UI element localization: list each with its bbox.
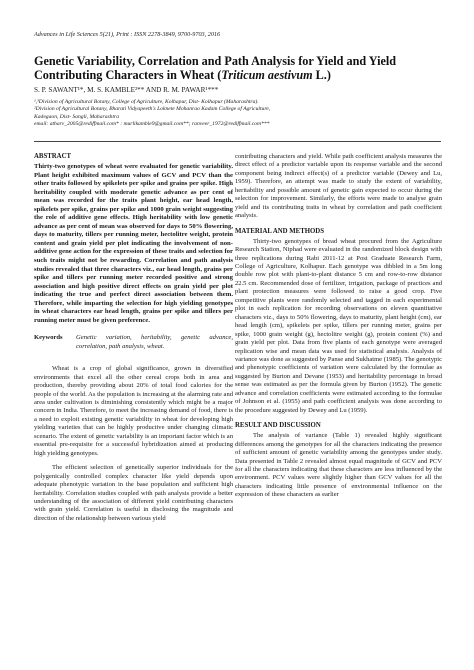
introduction (34, 365, 233, 523)
methods-paragraph: Thirty-two genotypes of bread wheat procured from the Agriculture Research Station, Niphad were evaluated in the randomized block design with three replications during Rabi 2011-12 at Post Graduate Research Farm, College of Agriculture, Kolhapur. Each genotype was dibbled in a 5m long double row plot with plant-to-plant distance 5 cm and row-to-row distance 22.5 cm. Recommended dose of fertilizer, irrigation, package of practices and plant protection measures were followed to raise a good crop. Five competitive plants were randomly selected and tagged in each experimental plot in each replication for recording observations on eleven quantitative characters viz., days to 50% flowering, days to maturity, plant height (cm), ear head length (cm), spikelets per spike, tillers per running meter, grains per spike, 1000 grain weight (g), hectolitre weight (g), protein content (%) and grain yield per plot. Data from five plants of each genotype were averaged replication wise and mean data was used for statistical analysis. Analysis of variance was done as suggested by Panse and Sukhatme (1985). The genotypic and phenotypic coefficients of variation were calculated by the formulae as suggested by Burton and Devane (1953) and heritability percentage in broad sense was estimated as per the formula given by Burton (1952). The genetic advance and correlation coefficients were estimated according to the formulae of Johnson et al. (1955) and path coefficient analysis was done according to the procedure suggested by Dewey and Lu (1959). (235, 237, 442, 414)
intro-paragraph: Wheat is a crop of global significance, grown in diversified environments that excel all the other cereal crops both in area and production, thereby providing about 20% of total food calories for the people of the world. As the population is increasing at the alarming rate and area under cultivation is diminishing consistently which might be a major concern in India. Therefore, to meet the increasing demand of food, there is a need to exploit existing genetic variability in wheat for developing high yielding varieties that can be highly productive under changing climatic scenario. The extent of genetic variability is an important factor which is an essential pre-requisite for a successful hybridization aimed at producing high yielding genotypes. (34, 365, 233, 457)
abstract-heading: ABSTRACT (34, 153, 72, 160)
keywords-block (34, 334, 233, 351)
right-column (235, 153, 442, 500)
abstract-text: Thirty-two genotypes of wheat were evaluated for genetic variability. Plant height exhibited maximum values of GCV and PCV than the other traits followed by spikelets per spike and grains per spike. High heritability coupled with moderate genetic advance as per cent of mean was recorded for the traits plant height, ear head length, spikelets per spike, grains per spike and 1000 grain weight suggesting the role of additive gene effects. High heritability with low genetic advance as per cent of mean was observed for days to 50% flowering, days to maturity, tillers per running meter, hectolitre weight, protein content and grain yield per plot indicating the involvement of non-additive gene action for the expression of these traits and selection for such traits might not be rewarding. Correlation and path analysis studies revealed that three characters viz., ear head length, grains per spike and tillers per running meter recorded positive and strong association and high positive direct effects on grain yield per plot indicating the true and perfect direct association between them. Therefore, while imparting the selection for high yielding genotypes in wheat characters ear head length, grains per spike and tillers per running meter must be given preference. (34, 163, 233, 324)
title-text: Genetic Variability, Correlation and Path Analysis for Yield and Yield Contributing Characters in Wheat ( (34, 54, 397, 82)
affiliations (34, 99, 446, 129)
title-species: Triticum aestivum (221, 68, 313, 82)
email-line: email: atharv_2005@rediffmail.com* : murlikamble9@gmail.com**; ranveer_1972@rediffmail.com*** (34, 121, 270, 128)
intro-continuation: contributing characters and yield. While path coefficient analysis measures the direct effect of a predictor variable upon its response variable and the second component being indirect effect(s) of a predictor variable (Dewey and Lu, 1959). Therefore, an attempt was made to study the extent of variability, heritability and possible amount of genetic gain expected to occur during the selection for improvement. Similarly, the efforts were made to analyse grain yield and its contributing traits in wheat by correlation and path coefficient analysis. (235, 153, 442, 220)
results-heading: RESULT AND DISCUSSION (235, 422, 321, 430)
affiliation-line: ¹,³Division of Agricultural Botany, College of Agriculture, Kolhapur, Dist- Kolhapur (Maharashtra). (34, 99, 259, 105)
article-title (34, 54, 446, 82)
running-head: Advances in Life Sciences 5(21), Print : ISSN 2278-3849, 9700-9703, 2016 (34, 31, 221, 38)
keywords-text: Genetic variation, heritability, genetic advance, correlation, path analysis, wheat. (76, 334, 233, 350)
affiliation-line: ²Division of Agricultural Botany, Bharati Vidyapeeth's Loknete Mohanrao Kadam College of Agriculture, (34, 106, 271, 113)
keywords-label: Keywords (34, 334, 63, 342)
author-list: S. P. SAWANT¹*, M. S. KAMBLE²** AND R. M. PAWAR¹*** (34, 86, 219, 94)
results-paragraph: The analysis of variance (Table 1) revealed highly significant differences among the genotypes for all the characters indicating the presence of sufficient amount of genetic variability among the genotypes under study. Data presented in Table 2 revealed almost equal magnitude of GCV and PCV for all the characters indicating that these characters are less influenced by the environment. PCV values were slightly higher than GCV values for all the characters indicating little presence of environmental influence on the expression of these characters as earlier (235, 432, 442, 499)
methods-heading: MATERIAL AND METHODS (235, 227, 324, 235)
left-column (34, 152, 233, 523)
intro-paragraph: The efficient selection of genetically superior individuals for the polygenically controlled complex character like yield depends upon adequate phenotypic variation in the base population and sufficient high heritability. Correlation studies coupled with path analysis provide a better understanding of the association of different yield contributing characters with grain yield. Correlation is useful in disclosing the magnitude and direction of the relationship between various yield (34, 464, 233, 522)
title-suffix: L.) (312, 68, 331, 82)
affiliation-line: Kadegaon, Dist- Sangli, Maharashtra (34, 113, 119, 120)
header-divider (34, 141, 441, 142)
